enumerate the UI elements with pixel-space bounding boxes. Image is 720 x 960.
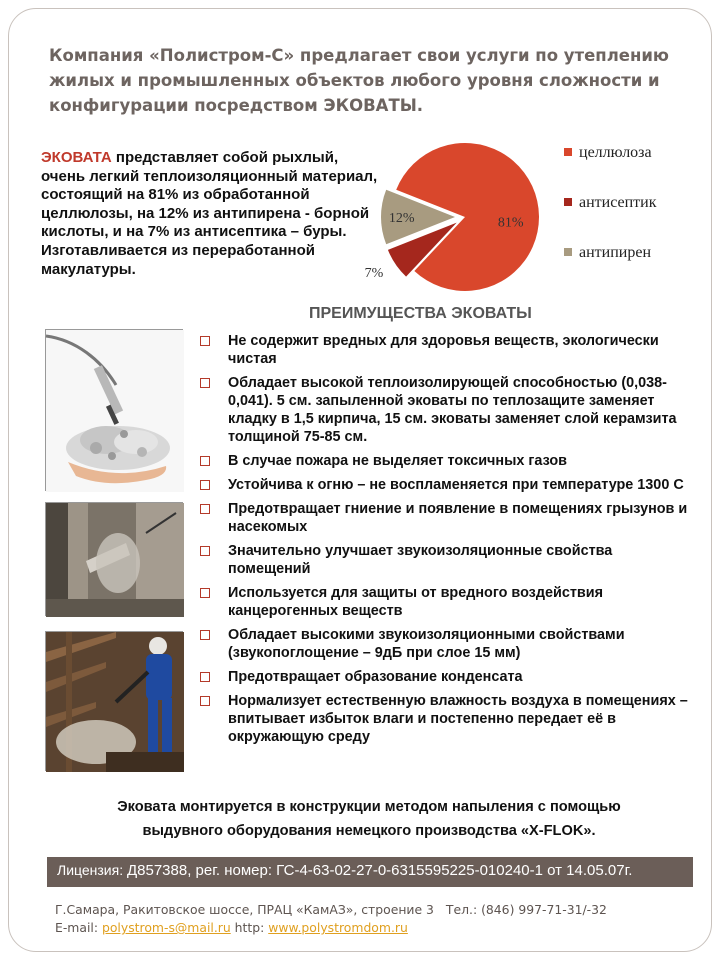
square-bullet-icon: [200, 630, 210, 640]
spray-nozzle-ecowool-photo: [45, 329, 183, 491]
pie-chart-svg: [364, 117, 707, 297]
legend-label: антипирен: [579, 244, 652, 261]
license-bar: [47, 857, 693, 887]
legend-swatch: [564, 248, 572, 256]
advantage-text: Нормализует естественную влажность воздуха в помещениях – впитывает избыток влаги и постепенно передает её в окружающую среду: [228, 693, 688, 745]
pie-data-label: 7%: [364, 266, 384, 282]
advantage-item: [200, 626, 690, 662]
advantage-text: Предотвращает образование конденсата: [228, 669, 523, 685]
contact-address: Г.Самара, Ракитовское шоссе, ПРАЦ «КамАЗ», строение 3: [55, 902, 434, 917]
square-bullet-icon: [200, 696, 210, 706]
pie-data-label: 81%: [497, 215, 524, 231]
flyer-page: [8, 8, 712, 952]
advantage-text: В случае пожара не выделяет токсичных газов: [228, 453, 567, 469]
http-label: http:: [230, 920, 269, 935]
square-bullet-icon: [200, 546, 210, 556]
wall-spraying-photo: [45, 502, 183, 616]
email-link[interactable]: polystrom-s@mail.ru: [101, 920, 231, 935]
website-link[interactable]: www.polystromdom.ru: [268, 920, 408, 935]
advantage-item: [200, 668, 690, 686]
advantage-item: [200, 476, 690, 494]
mounting-line-1: Эковата монтируется в конструкции методом напыления с помощью: [117, 799, 621, 815]
intro-text: представляет собой рыхлый, очень легкий теплоизоляционный материал, состоящий на 81% из обработанной целлюлозы, на 12% из антипирена - борной кислоты, и на 7% из антисептика – буры. Изготавливается из переработанной макулатуры.: [41, 149, 378, 278]
advantage-item: [200, 584, 690, 620]
square-bullet-icon: [200, 672, 210, 682]
square-bullet-icon: [200, 336, 210, 346]
advantage-item: [200, 500, 690, 536]
advantage-item: [200, 332, 690, 368]
advantage-text: Предотвращает гниение и появление в помещениях грызунов и насекомых: [228, 501, 688, 535]
mounting-note: [49, 795, 689, 843]
mounting-line-2: выдувного оборудования немецкого производства «X-FLOK».: [142, 823, 596, 839]
advantage-text: Значительно улучшает звукоизоляционные свойства помещений: [228, 543, 613, 577]
intro-accent-word: ЭКОВАТА: [41, 149, 112, 166]
advantages-list: [200, 332, 690, 752]
intro-paragraph: [41, 149, 381, 279]
advantage-item: [200, 452, 690, 470]
advantage-text: Не содержит вредных для здоровья веществ, экологически чистая: [228, 333, 659, 367]
worker-spraying-photo: [45, 631, 183, 771]
page-headline: Компания «Полистром-С» предлагает свои услуги по утеплению жилых и промышленных объектов любого уровня сложности и конфигурации посредством ЭКОВАТЫ.: [49, 46, 669, 115]
advantage-item: [200, 542, 690, 578]
advantage-item: [200, 692, 690, 746]
pie-data-label: 12%: [388, 211, 415, 226]
legend-swatch: [564, 198, 572, 206]
advantage-text: Используется для защиты от вредного воздействия канцерогенных веществ: [228, 585, 603, 619]
contact-phone: Тел.: (846) 997-71-31/-32: [445, 902, 607, 917]
license-label: Лицензия:: [57, 862, 127, 878]
square-bullet-icon: [200, 588, 210, 598]
contacts-block: [55, 901, 695, 937]
advantage-item: [200, 374, 690, 446]
advantage-text: Устойчива к огню – не воспламеняется при температуре 1300 С: [228, 477, 684, 493]
license-text: Д857388, рег. номер: ГС-4-63-02-27-0-6315595225-010240-1 от 14.05.07г.: [127, 862, 633, 879]
square-bullet-icon: [200, 456, 210, 466]
advantages-title: ПРЕИМУЩЕСТВА ЭКОВАТЫ: [309, 305, 532, 322]
square-bullet-icon: [200, 480, 210, 490]
email-label: E-mail:: [55, 920, 102, 935]
legend-swatch: [564, 148, 572, 156]
advantage-text: Обладает высокими звукоизоляционными свойствами (звукопоглощение – 9дБ при слое 15 мм): [228, 627, 625, 661]
square-bullet-icon: [200, 504, 210, 514]
square-bullet-icon: [200, 378, 210, 388]
composition-pie-chart: [364, 117, 707, 297]
advantage-text: Обладает высокой теплоизолирующей способностью (0,038-0,041). 5 см. запыленной эковаты по теплозащите заменяет кладку в 1,5 кирпича, 15 см. эковаты заменяет слой керамзита толщиной 75-85 см.: [228, 375, 677, 445]
legend-label: целлюлоза: [579, 144, 652, 161]
legend-label: антисептик: [579, 194, 657, 211]
